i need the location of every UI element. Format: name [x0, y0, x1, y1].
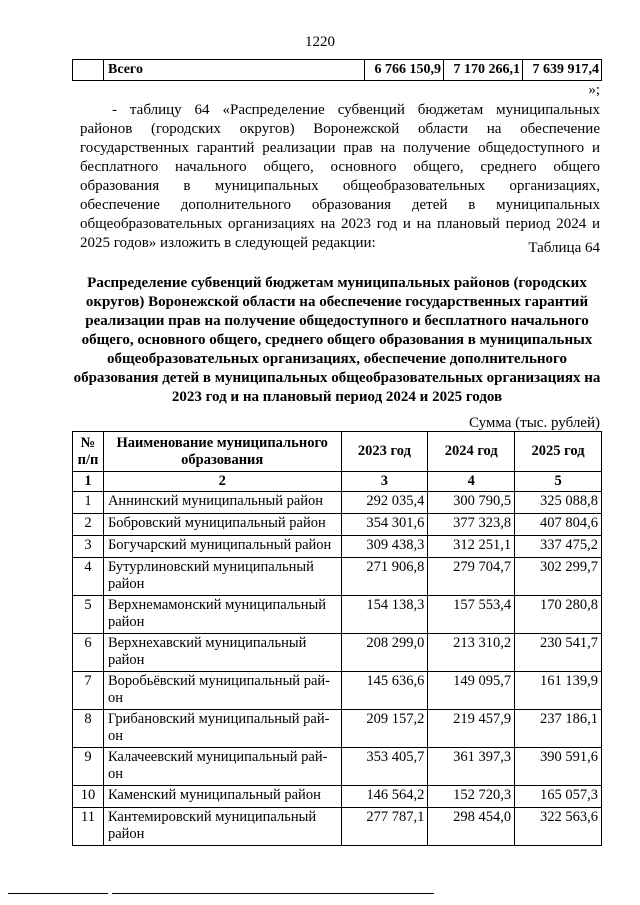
row-number: 11 [73, 808, 104, 846]
value-2023: 353 405,7 [341, 748, 428, 786]
table-row [73, 748, 602, 786]
value-2024: 213 310,2 [428, 634, 515, 672]
value-2024: 377 323,8 [428, 514, 515, 536]
column-number: 3 [341, 472, 428, 492]
value-2025: 161 139,9 [515, 672, 602, 710]
row-number: 9 [73, 748, 104, 786]
row-number: 4 [73, 558, 104, 596]
value-2023: 154 138,3 [341, 596, 428, 634]
value-2025: 302 299,7 [515, 558, 602, 596]
value-2024: 300 790,5 [428, 492, 515, 514]
value-2024: 149 095,7 [428, 672, 515, 710]
row-number: 2 [73, 514, 104, 536]
value-2024: 157 553,4 [428, 596, 515, 634]
footer-rule [112, 893, 434, 894]
value-2023: 309 438,3 [341, 536, 428, 558]
district-name: Калачеевский муниципальный рай-он [103, 748, 341, 786]
table-row [73, 710, 602, 748]
footer-rule [8, 893, 108, 894]
value-2024: 279 704,7 [428, 558, 515, 596]
table-row [73, 536, 602, 558]
value-2023: 209 157,2 [341, 710, 428, 748]
column-number: 2 [103, 472, 341, 492]
district-name: Воробьёвский муниципальный рай-он [103, 672, 341, 710]
subventions-table [72, 431, 602, 846]
unit-note: Сумма (тыс. рублей) [468, 415, 600, 431]
column-number: 1 [73, 472, 104, 492]
row-number: 1 [73, 492, 104, 514]
value-2023: 146 564,2 [341, 786, 428, 808]
previous-table-total-row [72, 59, 602, 81]
row-number: 8 [73, 710, 104, 748]
table-row [73, 558, 602, 596]
total-row-label: Всего [104, 60, 365, 81]
value-2025: 407 804,6 [515, 514, 602, 536]
table-row [73, 492, 602, 514]
total-row-value-2024: 7 170 266,1 [444, 60, 523, 81]
header-num: № п/п [73, 432, 104, 472]
header-name: Наименование муниципального образования [103, 432, 341, 472]
value-2025: 170 280,8 [515, 596, 602, 634]
value-2023: 145 636,6 [341, 672, 428, 710]
value-2024: 298 454,0 [428, 808, 515, 846]
column-number: 4 [428, 472, 515, 492]
district-name: Грибановский муниципальный рай-он [103, 710, 341, 748]
district-name: Аннинский муниципальный район [103, 492, 341, 514]
district-name: Верхнемамонский муниципальный район [103, 596, 341, 634]
total-row-empty-cell [73, 60, 104, 81]
value-2025: 337 475,2 [515, 536, 602, 558]
row-number: 3 [73, 536, 104, 558]
total-row-value-2023: 6 766 150,9 [365, 60, 444, 81]
intro-paragraph: - таблицу 64 «Распределение субвенций бюджетам муниципальных районов (городских округов) Воронежской области на обеспечение государственных гарантий реализации прав на получение общедоступного и бесплатного начального общего, основного общего, среднего общего образования в муниципальных общеобразовательных организациях, обеспечение дополнительного образования детей в муниципальных общеобразовательных организациях на 2023 год и на плановый период 2024 и 2025 годов» изложить в следующей редакции: [80, 102, 600, 251]
district-name: Бутурлиновский муниципальный район [103, 558, 341, 596]
value-2025: 230 541,7 [515, 634, 602, 672]
table-row [73, 596, 602, 634]
value-2024: 312 251,1 [428, 536, 515, 558]
value-2024: 219 457,9 [428, 710, 515, 748]
district-name: Бобровский муниципальный район [103, 514, 341, 536]
page-number: 1220 [305, 34, 335, 50]
header-2023: 2023 год [341, 432, 428, 472]
district-name: Верхнехавский муниципальный район [103, 634, 341, 672]
value-2025: 325 088,8 [515, 492, 602, 514]
table-row [73, 514, 602, 536]
table-label: Таблица 64 [528, 240, 600, 256]
district-name: Кантемировский муниципальный район [103, 808, 341, 846]
total-row [73, 60, 602, 81]
total-row-value-2025: 7 639 917,4 [523, 60, 602, 81]
district-name: Богучарский муниципальный район [103, 536, 341, 558]
row-number: 7 [73, 672, 104, 710]
value-2023: 292 035,4 [341, 492, 428, 514]
table-row [73, 672, 602, 710]
row-number: 5 [73, 596, 104, 634]
table-row [73, 634, 602, 672]
value-2023: 277 787,1 [341, 808, 428, 846]
value-2025: 390 591,6 [515, 748, 602, 786]
table-row [73, 786, 602, 808]
value-2024: 152 720,3 [428, 786, 515, 808]
row-number: 10 [73, 786, 104, 808]
header-2025: 2025 год [515, 432, 602, 472]
value-2023: 354 301,6 [341, 514, 428, 536]
column-numbers-row [73, 472, 602, 492]
header-2024: 2024 год [428, 432, 515, 472]
value-2025: 322 563,6 [515, 808, 602, 846]
value-2025: 165 057,3 [515, 786, 602, 808]
value-2024: 361 397,3 [428, 748, 515, 786]
value-2023: 271 906,8 [341, 558, 428, 596]
table-title: Распределение субвенций бюджетам муниципальных районов (городских округов) Воронежской области на обеспечение государственных гарантий реализации прав на получение общедоступного и бесплатного начального общего, основного общего, среднего общего образования в муниципальных общеобразовательных организациях, обеспечение дополнительного образования детей в муниципальных общеобразовательных организациях на 2023 год и на плановый период 2024 и 2025 годов [73, 275, 601, 405]
row-number: 6 [73, 634, 104, 672]
table-row [73, 808, 602, 846]
value-2025: 237 186,1 [515, 710, 602, 748]
column-number: 5 [515, 472, 602, 492]
district-name: Каменский муниципальный район [103, 786, 341, 808]
value-2023: 208 299,0 [341, 634, 428, 672]
header-row [73, 432, 602, 472]
closing-quote: »; [588, 82, 600, 98]
